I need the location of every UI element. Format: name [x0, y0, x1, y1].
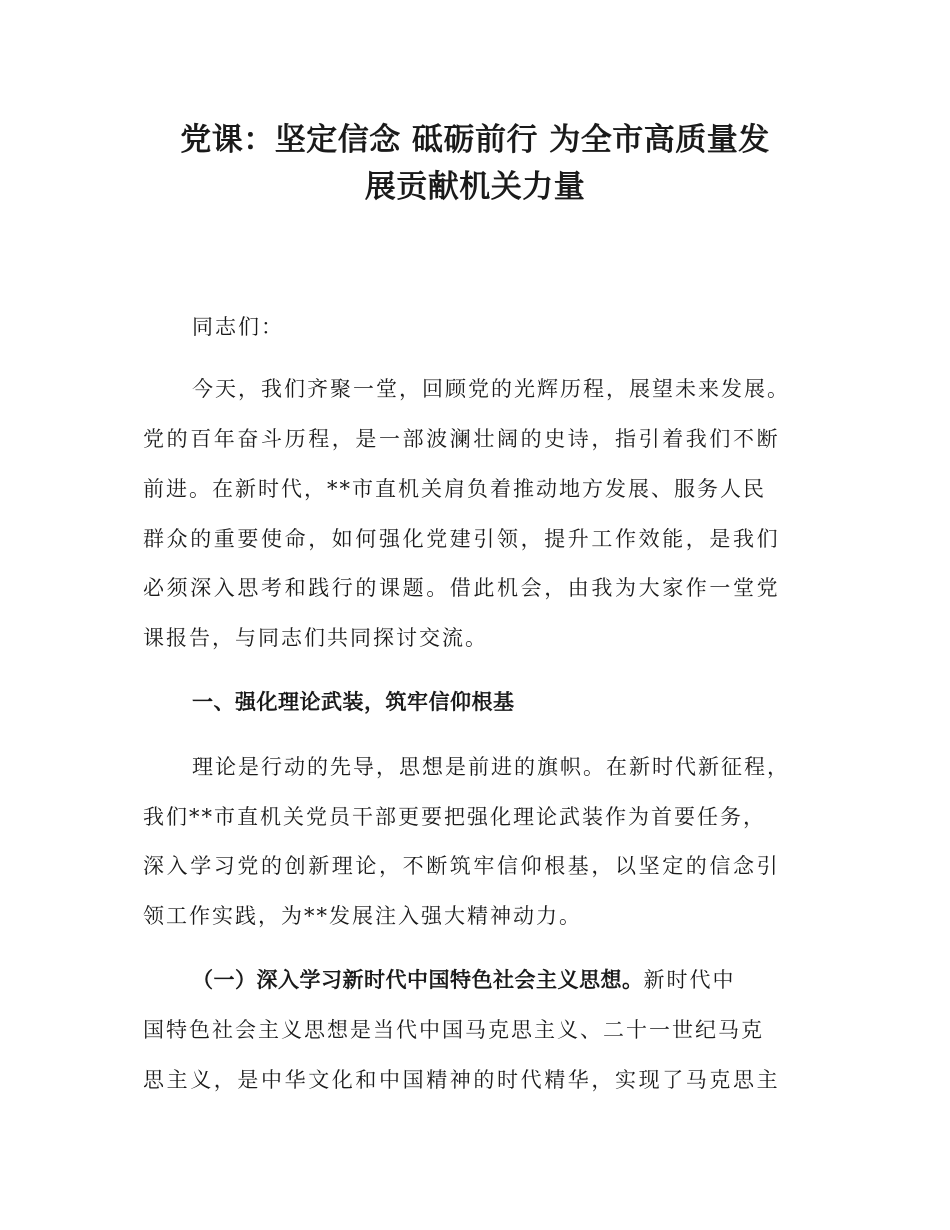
intro-line: 前进。在新时代，**市直机关肩负着推动地方发展、服务人民	[143, 477, 766, 501]
intro-line: 必须深入思考和践行的课题。借此机会，由我为大家作一堂党	[143, 576, 781, 600]
document-title-line-1: 党课：坚定信念 砥砺前行 为全市高质量发	[180, 122, 770, 158]
subsection-text: 新时代中	[643, 968, 736, 992]
salutation: 同志们：	[192, 315, 284, 339]
intro-line: 党的百年奋斗历程，是一部波澜壮阔的史诗，指引着我们不断	[143, 427, 781, 451]
subsection-paragraph-line: 思主义，是中华文化和中国精神的时代精华，实现了马克思主	[143, 1068, 781, 1092]
intro-line: 今天，我们齐聚一堂，回顾党的光辉历程，展望未来发展。	[192, 377, 790, 401]
section-paragraph-line: 理论是行动的先导，思想是前进的旗帜。在新时代新征程，	[192, 755, 790, 779]
section-paragraph-line: 深入学习党的创新理论，不断筑牢信仰根基，以坚定的信念引	[143, 854, 781, 878]
section-heading: 一、强化理论武装，筑牢信仰根基	[192, 690, 515, 714]
section-paragraph-line: 我们**市直机关党员干部更要把强化理论武装作为首要任务，	[143, 805, 766, 829]
subsection-paragraph-line: 国特色社会主义思想是当代中国马克思主义、二十一世纪马克	[143, 1018, 764, 1042]
subsection-heading: （一）深入学习新时代中国特色社会主义思想。	[192, 968, 644, 992]
intro-line: 课报告，与同志们共同探讨交流。	[143, 626, 488, 650]
subsection-line	[192, 965, 872, 995]
intro-line: 群众的重要使命，如何强化党建引领，提升工作效能，是我们	[143, 527, 781, 551]
section-paragraph-line: 领工作实践，为**发展注入强大精神动力。	[143, 904, 582, 928]
document-title-line-2: 展贡献机关力量	[364, 169, 586, 205]
